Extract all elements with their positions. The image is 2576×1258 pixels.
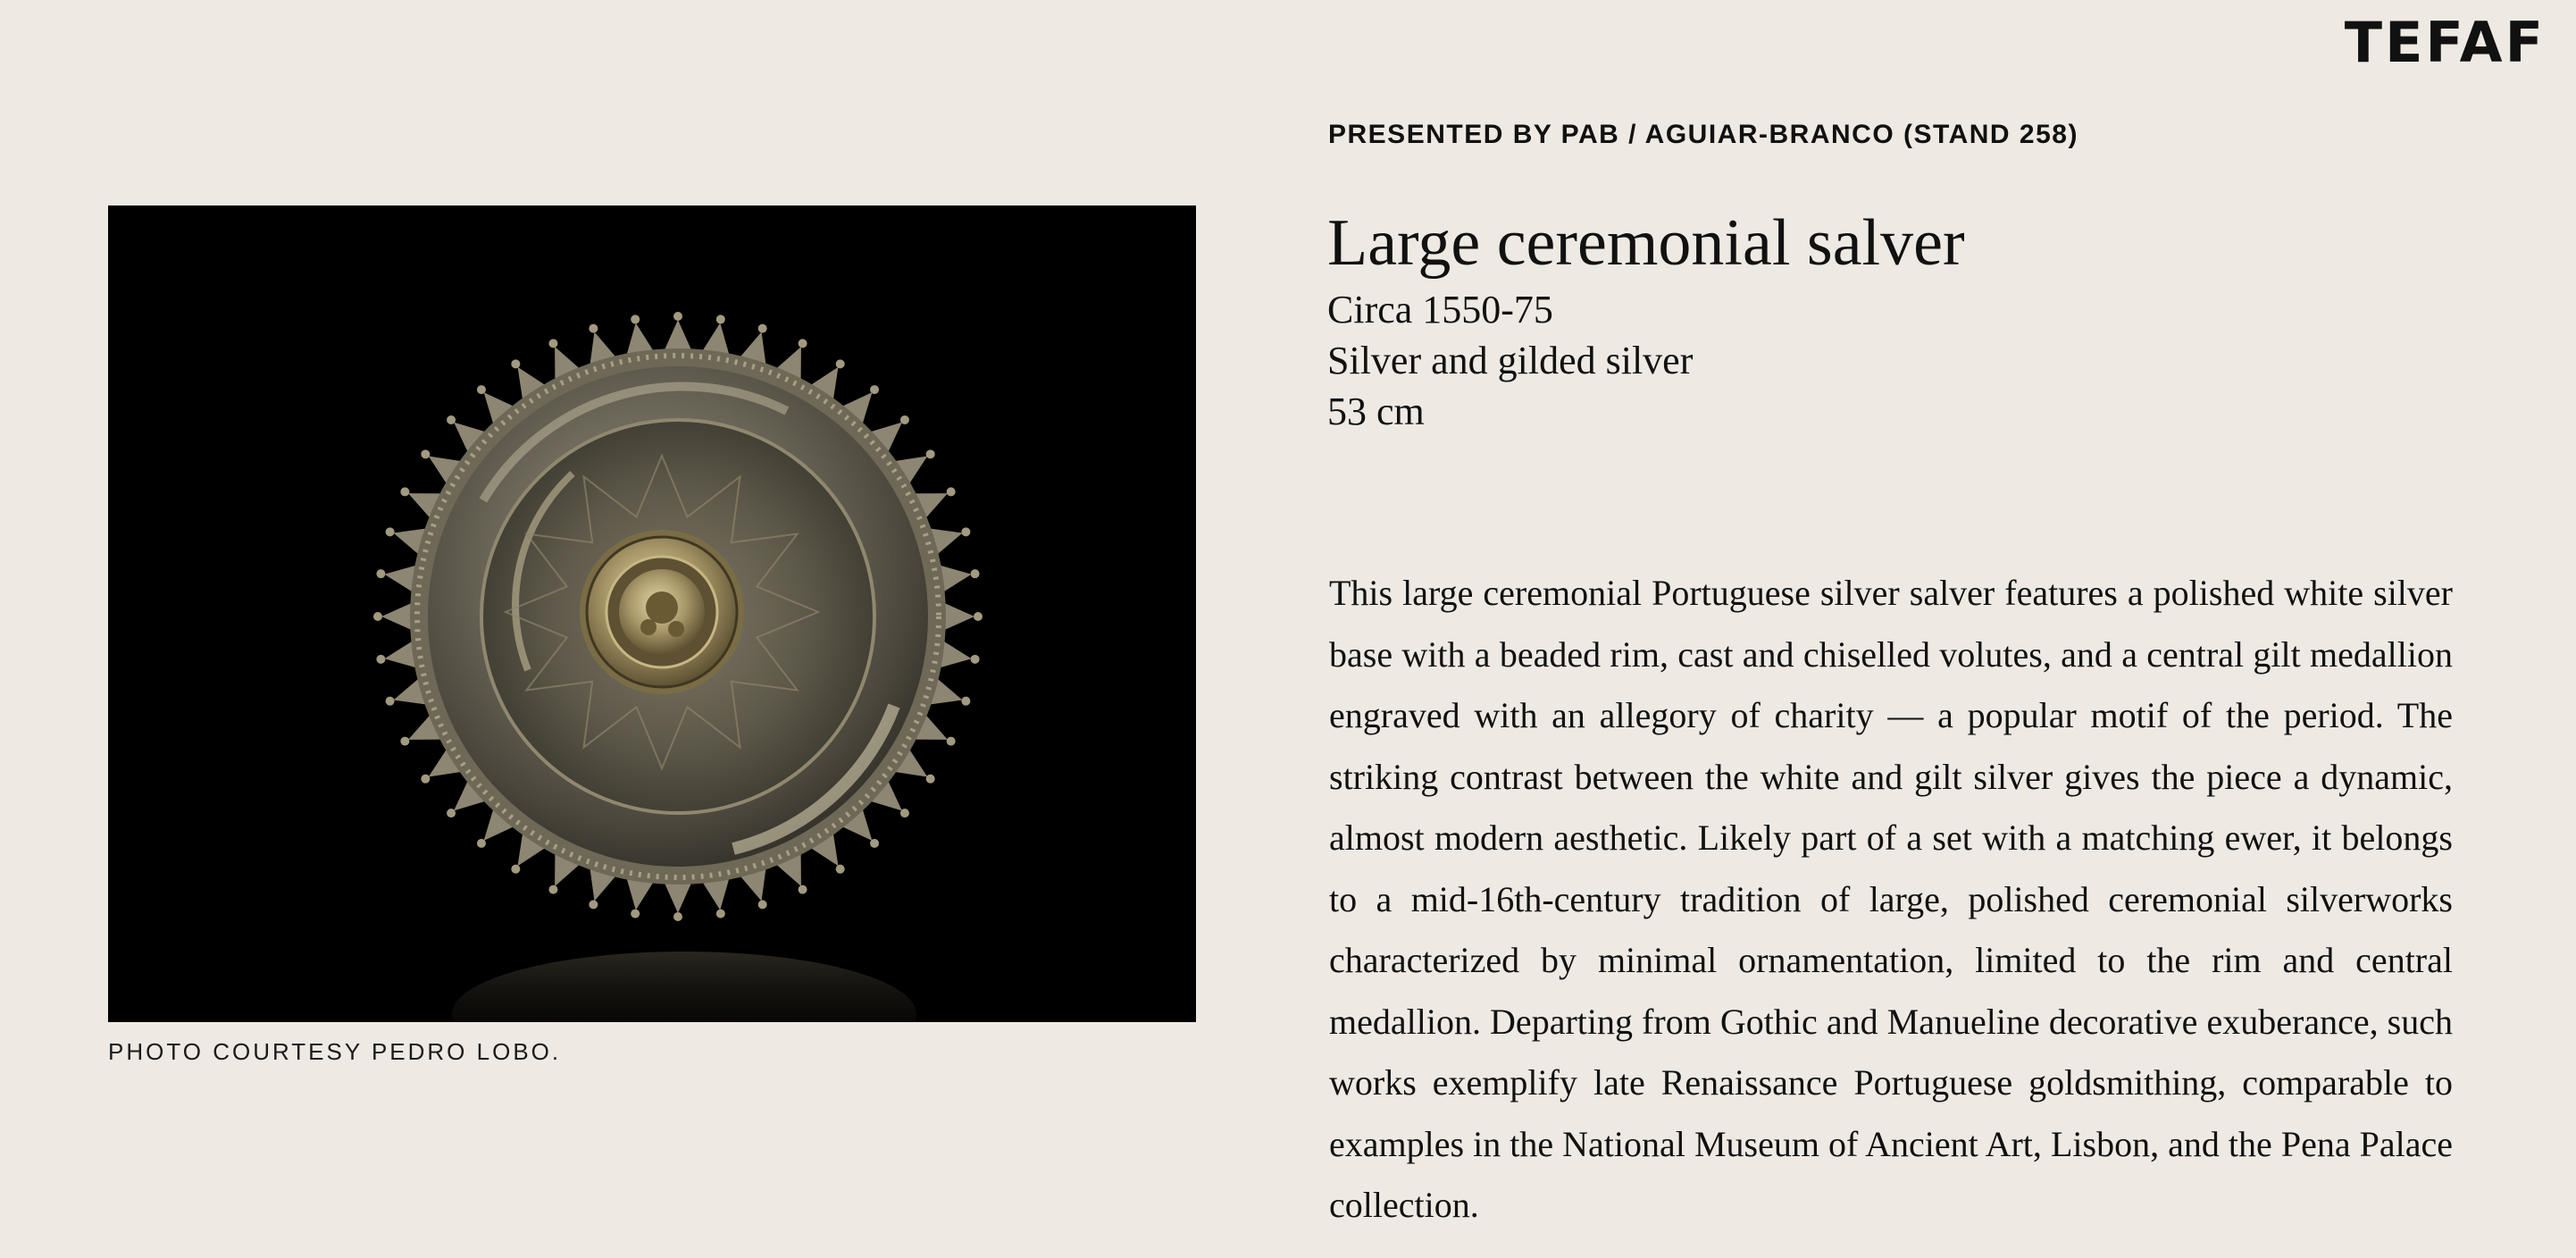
rim-bead — [900, 809, 909, 818]
rim-bead — [477, 385, 486, 394]
rim-bead — [870, 385, 879, 394]
salver-image — [108, 205, 1196, 1022]
artwork-description: This large ceremonial Portuguese silver salver features a polished white silver base with a beaded rim, cast and chiselled volutes, and a central gilt medallion engraved with an allegory of charity — a popular motif of the period. The striking contrast between the white and gilt silver gives the piece a dynamic, almost modern aesthetic. Likely part of a set with a matching ewer, it belongs to a mid-16th-century tradition of large, polished ceremonial silverworks characterized by minimal ornamentation, limited to the rim and central medallion. Departing from Gothic and Manueline decorative exuberance, such works exemplify late Renaissance Portuguese goldsmithing, comparable to examples in the National Museum of Ancient Art, Lisbon, and the Pena Palace collection. — [1329, 573, 2453, 1225]
artwork-medium: Silver and gilded silver — [1327, 339, 1694, 382]
rim-bead — [447, 415, 456, 424]
exhibitor-label: PRESENTED BY PAB / AGUIAR-BRANCO (STAND 258) — [1328, 120, 2078, 149]
rim-bead — [386, 697, 395, 706]
rim-bead — [961, 527, 970, 536]
rim-bead — [673, 312, 682, 321]
rim-bead — [926, 449, 935, 458]
rim-bead — [589, 324, 598, 333]
rim-bead — [947, 737, 956, 746]
rim-bead — [673, 912, 682, 921]
rim-bead — [758, 900, 767, 909]
rim-bead — [421, 449, 430, 458]
rim-bead — [971, 569, 980, 578]
rim-bead — [870, 839, 879, 848]
photo-caption: PHOTO COURTESY PEDRO LOBO. — [108, 1038, 562, 1065]
rim-bead — [373, 612, 382, 621]
rim-bead — [926, 775, 935, 784]
rim-bead — [758, 324, 767, 333]
rim-bead — [376, 655, 385, 664]
rim-bead — [836, 359, 845, 368]
rim-bead — [961, 697, 970, 706]
rim-bead — [631, 910, 640, 918]
rim-bead — [386, 527, 395, 536]
rim-bead — [477, 839, 486, 848]
tefaf-logo[interactable]: TEFAF — [2344, 10, 2546, 75]
artwork-title: Large ceremonial salver — [1327, 206, 1965, 280]
rim-bead — [589, 900, 598, 909]
rim-bead — [400, 737, 409, 746]
rim-bead — [716, 910, 725, 918]
rim-bead — [631, 314, 640, 323]
rim-bead — [716, 314, 725, 323]
artwork-photo — [108, 205, 1196, 1022]
artwork-details — [1327, 284, 1693, 437]
rim-bead — [447, 809, 456, 818]
rim-bead — [548, 339, 557, 348]
rim-bead — [400, 487, 409, 496]
rim-bead — [799, 339, 807, 348]
rim-bead — [511, 865, 520, 874]
artwork-date: Circa 1550-75 — [1327, 288, 1553, 331]
artwork-dimensions: 53 cm — [1327, 390, 1425, 433]
rim-bead — [971, 655, 980, 664]
rim-bead — [376, 569, 385, 578]
rim-bead — [900, 415, 909, 424]
rim-bead — [799, 885, 807, 894]
rim-bead — [511, 359, 520, 368]
rim-bead — [836, 865, 845, 874]
rim-bead — [548, 885, 557, 894]
rim-bead — [947, 487, 956, 496]
rim-bead — [421, 775, 430, 784]
rim-bead — [974, 612, 983, 621]
